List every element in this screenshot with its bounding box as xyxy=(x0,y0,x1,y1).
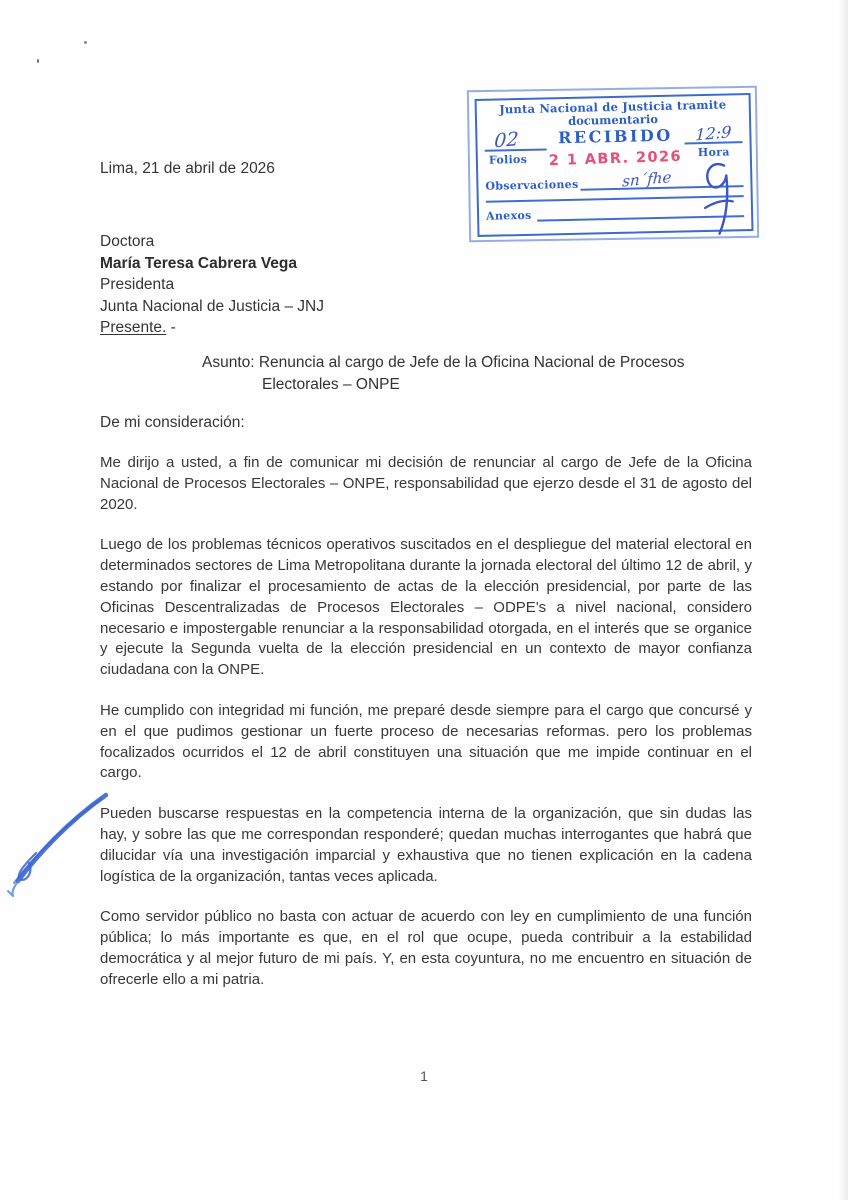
hora-label: Hora xyxy=(697,145,730,160)
paragraph-1: Me dirijo a usted, a fin de comunicar mi decisión de renunciar al cargo de Jefe de la Oficina Nacional de Procesos Electorales – ONPE, responsabilidad que ejerzo desde el 31 de agosto del 2020. xyxy=(100,454,752,513)
paragraph-4: Pueden buscarse respuestas en la competencia interna de la organización, que sin dudas las hay, y sobre las que me correspondan responderé; quedan muchas interrogantes que habrá que dilucidar vía una investigación imparcial y exhaustiva que no tienen explicación en la cadena logística de la organización, tantas veces aplicada. xyxy=(100,805,752,885)
recibido-label: RECIBIDO xyxy=(557,125,673,148)
recipient-role: Presidenta xyxy=(100,276,175,294)
stamp-observaciones-row xyxy=(485,168,743,193)
date-stamp: 2 1 ABR. 2026 xyxy=(549,148,683,170)
recipient-salutation: Doctora xyxy=(100,233,155,250)
letter-body xyxy=(100,453,752,1011)
letter-date-line: Lima, 21 de abril de 2026 xyxy=(100,160,275,177)
stamp-center-column xyxy=(546,126,685,168)
paragraph-5: Como servidor público no basta con actuar de acuerdo con ley en cumplimiento de una función pública; lo más importante es que, en el rol que ocupe, pueda contribuir a la estabilidad democrática y al mejor futuro de mi país. Y, en esta coyuntura, no me encuentro en situación de ofrecerle ello a mi patria. xyxy=(100,908,752,988)
recipient-presente-line xyxy=(100,317,324,339)
anexos-label: Anexos xyxy=(485,208,532,223)
stamp-hora-field xyxy=(684,122,743,160)
subject-block xyxy=(202,352,685,395)
pen-flourish-mark xyxy=(2,783,114,901)
anexos-underline xyxy=(537,205,744,222)
presente-word: Presente. xyxy=(100,319,167,337)
folios-handwritten-value: 02 xyxy=(493,128,520,153)
observaciones-underline xyxy=(580,168,743,191)
page-number: 1 xyxy=(420,1068,428,1084)
received-stamp-inner xyxy=(475,93,754,237)
scan-speck xyxy=(84,41,87,44)
scan-edge-shade xyxy=(838,0,848,1200)
stamp-divider-line xyxy=(486,195,744,203)
folios-label: Folios xyxy=(488,152,528,167)
greeting-line: De mi consideración: xyxy=(100,414,245,431)
observaciones-label: Observaciones xyxy=(485,177,579,193)
stamp-anexos-row xyxy=(486,204,744,223)
scan-speck xyxy=(37,59,39,63)
recipient-name: María Teresa Cabrera Vega xyxy=(100,254,298,272)
stamp-title-line1: Junta Nacional de Justicia tramite xyxy=(499,97,727,117)
hora-handwritten-value: 12:9 xyxy=(694,122,732,145)
stamp-middle-row xyxy=(484,122,743,170)
recipient-institution: Junta Nacional de Justicia – JNJ xyxy=(100,297,325,315)
subject-line1: Asunto: Renuncia al cargo de Jefe de la Oficina Nacional de Procesos xyxy=(202,354,685,371)
observaciones-handwritten-value: sn´fhe xyxy=(622,168,673,191)
subject-line2: Electorales – ONPE xyxy=(262,375,400,393)
stamp-folios-field xyxy=(484,129,547,166)
presente-suffix: - xyxy=(166,319,176,337)
recipient-block xyxy=(100,231,324,339)
received-stamp xyxy=(467,86,759,243)
stamp-title-line2: documentario xyxy=(567,112,659,128)
paragraph-2: Luego de los problemas técnicos operativos suscitados en el despliegue del material electoral en determinados sectores de Lima Metropolitana durante la jornada electoral del último 12 de abril, y estando por finalizar el procesamiento de actas de la elección presidencial, por parte de las Oficinas Descentralizadas de Procesos Electorales – ODPE's a nivel nacional, considero necesario e impostergable renunciar a la responsabilidad otorgada, en el interés que se organice y ejecute la Segunda vuelta de la elección presidencial en un contexto de mayor confianza ciudadana con la ONPE. xyxy=(100,536,752,679)
paragraph-3: He cumplido con integridad mi función, me preparé desde siempre para el cargo que concursé y en el que pudimos gestionar un fuerte proceso de necesarias reformas. pero los problemas focalizados ocurridos el 12 de abril constituyen una situación que me impide continuar en el cargo. xyxy=(100,701,752,782)
